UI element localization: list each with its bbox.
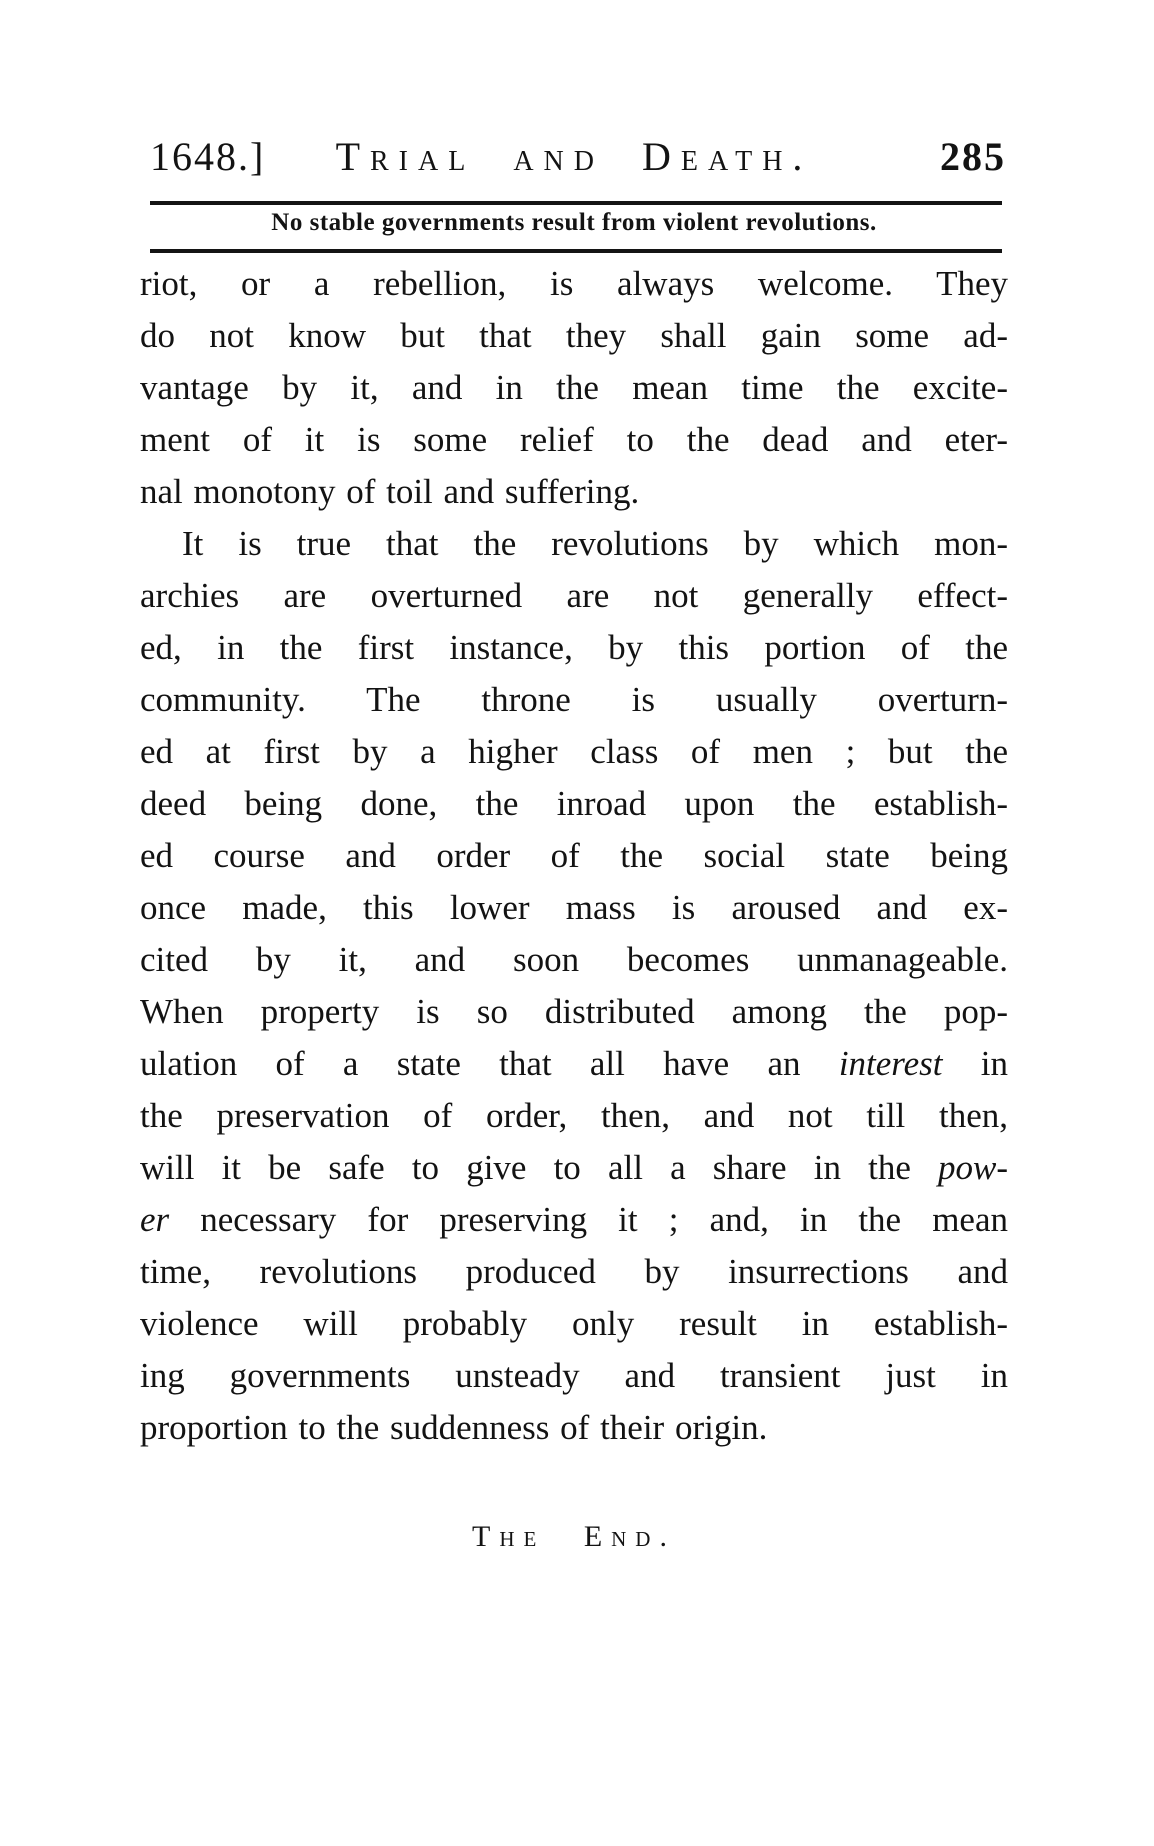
body-line: er necessary for preserving it ; and, in the mean: [140, 1200, 1008, 1239]
body-line: time, revolutions produced by insurrections and: [140, 1252, 1008, 1291]
body-line: riot, or a rebellion, is always welcome. They: [140, 264, 1008, 303]
body-line: the preservation of order, then, and not till then,: [140, 1096, 1008, 1135]
running-header: [140, 130, 1008, 180]
running-title: Trial and Death.: [335, 134, 813, 179]
header-rule-top: [150, 201, 1002, 205]
body-line: vantage by it, and in the mean time the excite-: [140, 368, 1008, 407]
page-number: 285: [940, 134, 1006, 179]
header-rule-bottom: [150, 249, 1002, 253]
body-line: proportion to the suddenness of their origin.: [140, 1408, 768, 1447]
body-line: It is true that the revolutions by which mon-: [182, 524, 1008, 563]
body-line: ed course and order of the social state being: [140, 836, 1008, 875]
body-line: cited by it, and soon becomes unmanageable.: [140, 940, 1008, 979]
body-line: ed at first by a higher class of men ; but the: [140, 732, 1008, 771]
body-line: ulation of a state that all have an interest in: [140, 1044, 1008, 1083]
body-text: [140, 258, 1008, 1454]
body-line: nal monotony of toil and suffering.: [140, 472, 640, 511]
header-year: 1648.]: [150, 134, 266, 179]
body-line: ed, in the first instance, by this portion of the: [140, 628, 1008, 667]
body-line: deed being done, the inroad upon the establish-: [140, 784, 1008, 823]
body-line: community. The throne is usually overturn-: [140, 680, 1008, 719]
chapter-epigraph: No stable governments result from violent revolutions.: [271, 209, 877, 236]
the-end-label: The End.: [472, 1520, 676, 1553]
body-line: ment of it is some relief to the dead and eter-: [140, 420, 1008, 459]
body-line: do not know but that they shall gain some ad-: [140, 316, 1008, 355]
body-line: will it be safe to give to all a share in the pow-: [140, 1148, 1008, 1187]
body-line: violence will probably only result in establish-: [140, 1304, 1008, 1343]
body-line: When property is so distributed among the pop-: [140, 992, 1008, 1031]
body-line: once made, this lower mass is aroused and ex-: [140, 888, 1008, 927]
body-line: archies are overturned are not generally effect-: [140, 576, 1008, 615]
body-line: ing governments unsteady and transient just in: [140, 1356, 1008, 1395]
